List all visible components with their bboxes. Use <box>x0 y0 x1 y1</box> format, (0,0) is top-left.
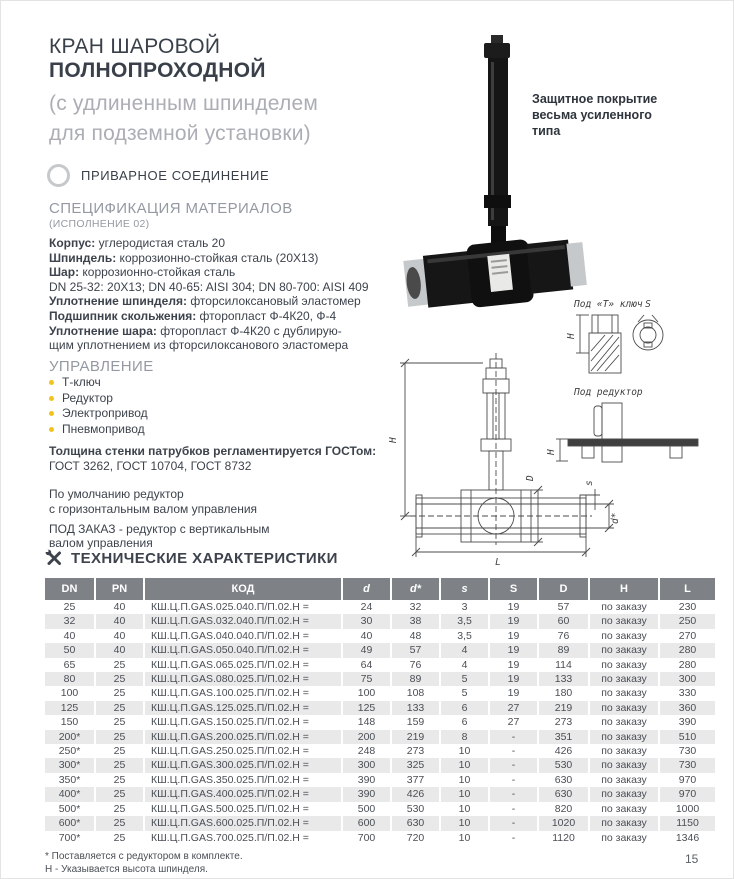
page-title-line2: ПОЛНОПРОХОДНОЙ <box>49 59 266 82</box>
control-item <box>49 406 148 422</box>
table-cell: по заказу <box>588 787 658 801</box>
table-cell: КШ.Ц.П.GAS.065.025.П/П.02.Н = <box>143 658 341 672</box>
table-cell: 325 <box>390 758 439 772</box>
bullet-icon <box>49 396 54 401</box>
table-cell: 4 <box>439 658 488 672</box>
table-cell: 970 <box>658 773 715 787</box>
table-cell: 25 <box>94 758 143 772</box>
table-cell: КШ.Ц.П.GAS.600.025.П/П.02.Н = <box>143 816 341 830</box>
table-cell: КШ.Ц.П.GAS.700.025.П/П.02.Н = <box>143 831 341 845</box>
table-cell: 1000 <box>658 802 715 816</box>
table-row <box>45 773 715 787</box>
table-cell: 390 <box>658 715 715 729</box>
table-cell: КШ.Ц.П.GAS.050.040.П/П.02.Н = <box>143 643 341 657</box>
table-cell: 1120 <box>537 831 588 845</box>
control-item-label: Т-ключ <box>62 375 101 389</box>
detail-tkey-h-label: H <box>566 333 577 339</box>
table-cell: 280 <box>658 643 715 657</box>
table-cell: по заказу <box>588 802 658 816</box>
table-cell: 19 <box>488 643 537 657</box>
table-row <box>45 744 715 758</box>
spec-lines <box>49 236 394 353</box>
page-title-line1: КРАН ШАРОВОЙ <box>49 35 221 58</box>
table-cell: 25 <box>94 787 143 801</box>
bullet-icon <box>49 427 54 432</box>
table-cell: 19 <box>488 658 537 672</box>
table-cell: 377 <box>390 773 439 787</box>
table-cell: 351 <box>537 730 588 744</box>
spec-heading: СПЕЦИФИКАЦИЯ МАТЕРИАЛОВ <box>49 200 293 217</box>
table-cell: 57 <box>537 600 588 614</box>
table-cell: КШ.Ц.П.GAS.025.040.П/П.02.Н = <box>143 600 341 614</box>
table-cell: 300* <box>45 758 94 772</box>
page-subtitle <box>49 89 318 149</box>
table-cell: по заказу <box>588 672 658 686</box>
table-cell: 89 <box>537 643 588 657</box>
detail-reducer-h-label: H <box>546 449 557 455</box>
table-cell: КШ.Ц.П.GAS.300.025.П/П.02.Н = <box>143 758 341 772</box>
column-header: H <box>588 578 658 600</box>
table-cell: 510 <box>658 730 715 744</box>
control-item-label: Электропривод <box>62 406 148 421</box>
table-cell: 40 <box>341 629 390 643</box>
column-header: s <box>439 578 488 600</box>
valve-drawing <box>386 293 734 571</box>
table-cell: 25 <box>94 658 143 672</box>
table-cell: 270 <box>658 629 715 643</box>
table-cell: КШ.Ц.П.GAS.032.040.П/П.02.Н = <box>143 614 341 628</box>
table-cell: по заказу <box>588 629 658 643</box>
table-cell: 25 <box>94 773 143 787</box>
table-cell: 5 <box>439 672 488 686</box>
table-cell: - <box>488 787 537 801</box>
table-cell: 133 <box>537 672 588 686</box>
table-cell: 27 <box>488 701 537 715</box>
table-cell: 125 <box>45 701 94 715</box>
table-cell: - <box>488 802 537 816</box>
spec-line: Шпиндель: коррозионно-стойкая сталь (20Х13) <box>49 250 319 265</box>
table-cell: 32 <box>45 614 94 628</box>
photo-caption-line2: весьма усиленного <box>532 108 652 122</box>
table-cell: 19 <box>488 672 537 686</box>
table-cell: 25 <box>94 686 143 700</box>
table-cell: 75 <box>341 672 390 686</box>
wall-thickness-note <box>49 444 376 473</box>
table-cell: 3 <box>439 600 488 614</box>
table-cell: 820 <box>537 802 588 816</box>
table-cell: 200* <box>45 730 94 744</box>
table-cell: 64 <box>341 658 390 672</box>
table-cell: 30 <box>341 614 390 628</box>
table-body <box>45 600 715 845</box>
table-cell: по заказу <box>588 715 658 729</box>
table-cell: по заказу <box>588 831 658 845</box>
table-cell: 3,5 <box>439 629 488 643</box>
table-cell: 89 <box>390 672 439 686</box>
table-cell: 57 <box>390 643 439 657</box>
column-header: КОД <box>143 578 341 600</box>
table-cell: 300 <box>341 758 390 772</box>
table-cell: 19 <box>488 686 537 700</box>
table-cell: 24 <box>341 600 390 614</box>
table-cell: КШ.Ц.П.GAS.250.025.П/П.02.Н = <box>143 744 341 758</box>
table-cell: 300 <box>658 672 715 686</box>
table-cell: 200 <box>341 730 390 744</box>
table-cell: 76 <box>390 658 439 672</box>
table-row <box>45 715 715 729</box>
photo-caption-line1: Защитное покрытие <box>532 92 658 106</box>
tools-icon <box>45 549 63 567</box>
table-cell: 10 <box>439 744 488 758</box>
control-item-label: Пневмопривод <box>62 421 145 436</box>
table-cell: - <box>488 773 537 787</box>
column-header: S <box>488 578 537 600</box>
dim-d-label: D <box>525 475 536 481</box>
tech-table <box>45 578 715 845</box>
table-cell: 25 <box>94 730 143 744</box>
spec-line: Корпус: углеродистая сталь 20 <box>49 236 226 250</box>
table-cell: 10 <box>439 758 488 772</box>
control-list <box>49 375 148 437</box>
table-cell: 10 <box>439 773 488 787</box>
connection-label: ПРИВАРНОЕ СОЕДИНЕНИЕ <box>81 168 270 183</box>
wall-note-bold: Толщина стенки патрубков регламентируется ГОСТом: <box>49 444 377 458</box>
table-cell: 10 <box>439 802 488 816</box>
subtitle-line1: (с удлиненным шпинделем <box>49 92 318 115</box>
table-cell: 19 <box>488 629 537 643</box>
footnote: * Поставляется с редуктором в комплекте. <box>45 851 243 862</box>
table-row <box>45 730 715 744</box>
table-cell: КШ.Ц.П.GAS.100.025.П/П.02.Н = <box>143 686 341 700</box>
spec-line: Шар: коррозионно-стойкая сталь <box>49 265 236 280</box>
table-cell: по заказу <box>588 600 658 614</box>
dim-dstar-label: d* <box>610 512 621 524</box>
table-row <box>45 701 715 715</box>
table-cell: по заказу <box>588 614 658 628</box>
bullet-icon <box>49 411 54 416</box>
table-cell: 76 <box>537 629 588 643</box>
control-item <box>49 391 148 407</box>
column-header: L <box>658 578 715 600</box>
table-cell: 10 <box>439 831 488 845</box>
table-cell: 6 <box>439 701 488 715</box>
table-row <box>45 686 715 700</box>
column-header: DN <box>45 578 94 600</box>
table-cell: 248 <box>341 744 390 758</box>
order-note-line2: с горизонтальным валом управления <box>49 501 258 516</box>
table-cell: 250* <box>58 745 81 758</box>
table-cell: 426 <box>537 744 588 758</box>
table-cell: 600* <box>45 816 94 830</box>
table-cell: 60 <box>537 614 588 628</box>
table-cell: по заказу <box>588 758 658 772</box>
table-cell: - <box>488 758 537 772</box>
detail-tkey-title: Под «Т» ключ <box>574 299 643 310</box>
table-cell: КШ.Ц.П.GAS.400.025.П/П.02.Н = <box>143 787 341 801</box>
table-cell: 10 <box>439 787 488 801</box>
photo-caption <box>532 91 682 139</box>
table-cell: 730 <box>658 758 715 772</box>
table-cell: 600 <box>341 816 390 830</box>
table-cell: 6 <box>439 715 488 729</box>
table-cell: 133 <box>390 701 439 715</box>
table-cell: 720 <box>390 831 439 845</box>
table-cell: по заказу <box>588 730 658 744</box>
table-cell: 700* <box>58 831 81 844</box>
table-cell: 40 <box>94 643 143 657</box>
order-note-line4: валом управления <box>49 536 153 551</box>
footnotes <box>45 850 243 876</box>
table-cell: 40 <box>94 614 143 628</box>
table-cell: 148 <box>341 715 390 729</box>
table-cell: 630 <box>537 787 588 801</box>
table-cell: 630 <box>390 816 439 830</box>
table-row <box>45 672 715 686</box>
table-cell: 219 <box>537 701 588 715</box>
table-cell: по заказу <box>588 643 658 657</box>
table-cell: 280 <box>658 658 715 672</box>
table-row <box>45 816 715 830</box>
dim-l-label: L <box>495 557 501 568</box>
table-cell: 50 <box>45 643 94 657</box>
table-cell: 25 <box>94 744 143 758</box>
table-cell: 100 <box>60 687 79 700</box>
column-header: D <box>537 578 588 600</box>
table-cell: 25 <box>94 831 143 845</box>
spec-line: Уплотнение шара: фторопласт Ф-4К20 с дублирую- <box>49 323 342 338</box>
table-cell: 1346 <box>658 831 715 845</box>
table-row <box>45 802 715 816</box>
table-cell: 40 <box>63 629 76 642</box>
photo-caption-line3: типа <box>532 124 561 138</box>
table-cell: КШ.Ц.П.GAS.200.025.П/П.02.Н = <box>143 730 341 744</box>
table-cell: КШ.Ц.П.GAS.080.025.П/П.02.Н = <box>143 672 341 686</box>
table-cell: 1150 <box>658 816 715 830</box>
table-cell: по заказу <box>588 816 658 830</box>
table-cell: 390 <box>341 787 390 801</box>
table-header-row <box>45 578 715 600</box>
table-cell: 25 <box>94 802 143 816</box>
table-cell: 1020 <box>537 816 588 830</box>
table-cell: 400* <box>45 787 94 801</box>
table-cell: 19 <box>488 614 537 628</box>
table-cell: 250 <box>658 614 715 628</box>
table-cell: КШ.Ц.П.GAS.350.025.П/П.02.Н = <box>143 773 341 787</box>
table-cell: по заказу <box>588 658 658 672</box>
table-cell: 25 <box>94 715 143 729</box>
table-cell: 25 <box>94 816 143 830</box>
table-cell: 273 <box>390 744 439 758</box>
table-cell: 125 <box>341 701 390 715</box>
table-cell: 8 <box>439 730 488 744</box>
column-header: PN <box>94 578 143 600</box>
table-cell: 10 <box>439 816 488 830</box>
table-cell: 390 <box>341 773 390 787</box>
control-heading: УПРАВЛЕНИЕ <box>49 358 154 375</box>
table-cell: по заказу <box>588 744 658 758</box>
table-row <box>45 658 715 672</box>
table-cell: 49 <box>341 643 390 657</box>
table-cell: 3,5 <box>439 614 488 628</box>
tech-heading-label: ТЕХНИЧЕСКИЕ ХАРАКТЕРИСТИКИ <box>71 549 338 567</box>
table-cell: по заказу <box>588 773 658 787</box>
table-cell: 273 <box>537 715 588 729</box>
table-cell: КШ.Ц.П.GAS.040.040.П/П.02.Н = <box>143 629 341 643</box>
table-cell: 530 <box>537 758 588 772</box>
table-cell: 500 <box>341 802 390 816</box>
order-note <box>49 487 270 551</box>
table-cell: 114 <box>537 658 588 672</box>
table-cell: - <box>488 730 537 744</box>
table-cell: 159 <box>390 715 439 729</box>
control-item-label: Редуктор <box>62 390 113 405</box>
table-cell: 630 <box>537 773 588 787</box>
table-cell: 350* <box>58 773 81 786</box>
table-row <box>45 643 715 657</box>
table-cell: 970 <box>658 787 715 801</box>
spec-line: щим уплотнением из фторсилоксанового эластомера <box>49 338 349 353</box>
table-cell: 19 <box>488 600 537 614</box>
dim-s-small-label: s <box>584 480 595 486</box>
table-cell: по заказу <box>588 701 658 715</box>
table-cell: 4 <box>439 643 488 657</box>
table-cell: 100 <box>341 686 390 700</box>
table-cell: 330 <box>658 686 715 700</box>
control-item <box>49 375 148 391</box>
table-row <box>45 614 715 628</box>
table-cell: - <box>488 744 537 758</box>
order-note-line3: ПОД ЗАКАЗ - редуктор с вертикальным <box>49 521 270 536</box>
table-cell: 150 <box>60 716 79 729</box>
tech-heading <box>45 549 338 567</box>
table-row <box>45 787 715 801</box>
order-note-line1: По умолчанию редуктор <box>49 487 184 501</box>
table-cell: 27 <box>488 715 537 729</box>
table-cell: 530 <box>390 802 439 816</box>
column-header: d* <box>390 578 439 600</box>
table-cell: КШ.Ц.П.GAS.500.025.П/П.02.Н = <box>143 802 341 816</box>
table-cell: - <box>488 831 537 845</box>
table-cell: 500* <box>58 802 81 815</box>
table-cell: 180 <box>537 686 588 700</box>
detail-reducer-title: Под редуктор <box>574 387 643 398</box>
table-cell: - <box>488 816 537 830</box>
subtitle-line2: для подземной установки) <box>49 122 311 145</box>
column-header: d <box>341 578 390 600</box>
table-cell: КШ.Ц.П.GAS.150.025.П/П.02.Н = <box>143 715 341 729</box>
table-cell: 25 <box>63 601 76 613</box>
table-row <box>45 758 715 772</box>
table-row <box>45 629 715 643</box>
table-cell: 730 <box>658 744 715 758</box>
table-cell: 230 <box>658 600 715 614</box>
table-cell: 32 <box>390 600 439 614</box>
table-row <box>45 600 715 614</box>
table-cell: по заказу <box>588 686 658 700</box>
valve-photo <box>399 29 599 321</box>
dim-s-cap-label: S <box>645 299 651 310</box>
table-cell: 38 <box>390 614 439 628</box>
table-cell: 40 <box>94 629 143 643</box>
page-number: 15 <box>685 852 699 866</box>
table-cell: 219 <box>390 730 439 744</box>
table-cell: 700 <box>341 831 390 845</box>
table-cell: 25 <box>94 701 143 715</box>
spec-subheading: (ИСПОЛНЕНИЕ 02) <box>49 218 150 230</box>
table-row <box>45 831 715 845</box>
table-cell: 65 <box>63 658 76 671</box>
table-cell: КШ.Ц.П.GAS.125.025.П/П.02.Н = <box>143 701 341 715</box>
table-cell: 40 <box>94 600 143 614</box>
spec-line: Уплотнение шпинделя: фторсилоксановый эластомер <box>49 294 361 309</box>
wall-note-text: ГОСТ 3262, ГОСТ 10704, ГОСТ 8732 <box>49 458 252 473</box>
connection-type <box>47 164 269 187</box>
table-cell: 426 <box>390 787 439 801</box>
spec-line: DN 25-32: 20X13; DN 40-65: AISI 304; DN 80-700: AISI 409 <box>49 279 369 294</box>
control-item <box>49 422 148 438</box>
table-cell: 108 <box>390 686 439 700</box>
spec-line: Подшипник скольжения: фторопласт Ф-4К20, Ф-4 <box>49 308 337 323</box>
footnote: Н - Указывается высота шпинделя. <box>45 864 208 875</box>
dim-h-label: H <box>388 437 399 443</box>
table-cell: 25 <box>94 672 143 686</box>
bullet-icon <box>49 380 54 385</box>
table-cell: 5 <box>439 686 488 700</box>
table-cell: 48 <box>390 629 439 643</box>
table-cell: 80 <box>45 672 94 686</box>
weld-circle-icon <box>47 164 70 187</box>
table-cell: 360 <box>658 701 715 715</box>
